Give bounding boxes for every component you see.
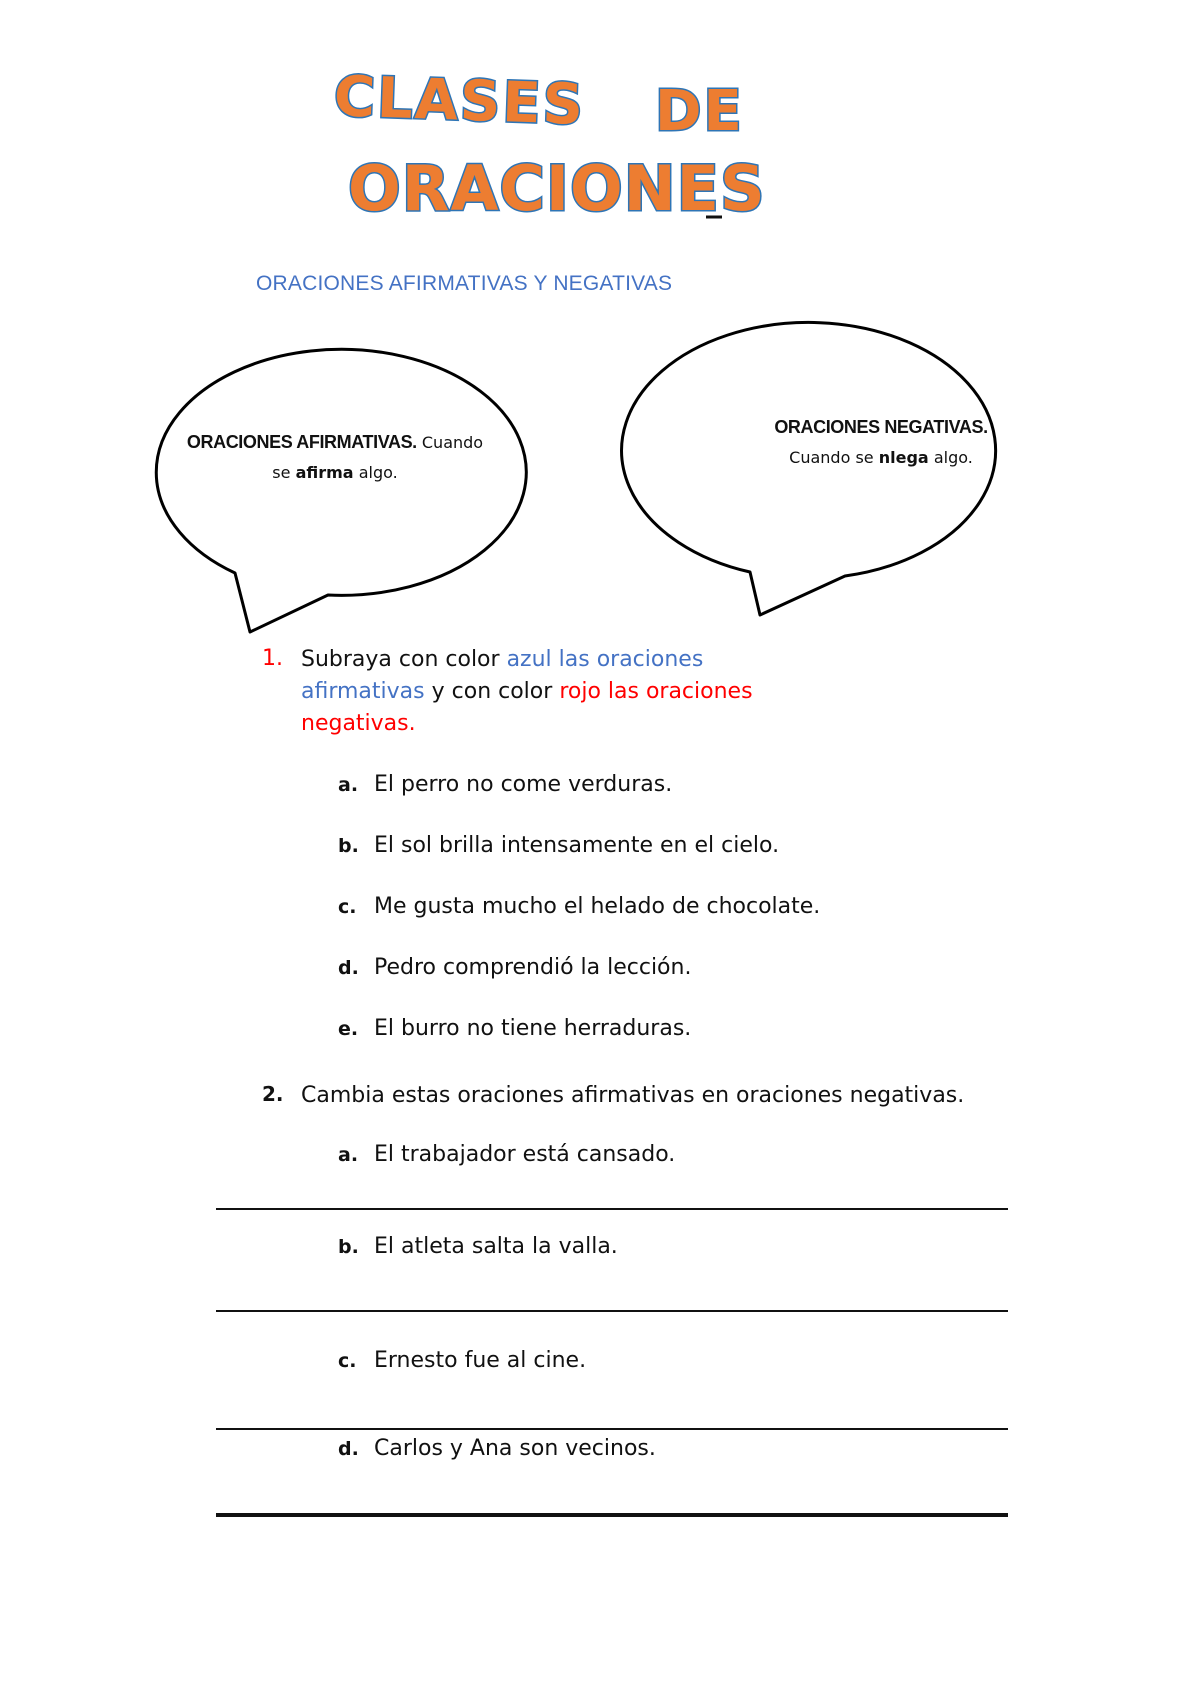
q1-text-blue: afirmativas	[301, 679, 425, 704]
q2-item-a	[338, 1142, 675, 1167]
left-bubble-heading: ORACIONES AFIRMATIVAS.	[186, 432, 417, 452]
section-subtitle: ORACIONES AFIRMATIVAS Y NEGATIVAS	[256, 272, 673, 295]
item-text: El sol brilla intensamente en el cielo.	[374, 833, 780, 858]
speech-bubbles	[0, 0, 1200, 700]
q1-item-e	[338, 1016, 691, 1041]
right-bubble-keyword: nlega	[878, 448, 929, 467]
q2-item-b	[338, 1234, 618, 1259]
item-label: b.	[338, 835, 359, 857]
item-label: a.	[338, 774, 359, 796]
q1-item-c	[338, 894, 820, 919]
item-label: e.	[338, 1018, 359, 1040]
left-bubble-text-part: algo.	[358, 463, 398, 482]
left-bubble-text-part: Cuando	[421, 433, 484, 452]
answer-line-b[interactable]	[216, 1310, 1008, 1312]
q2-item-d	[338, 1436, 656, 1461]
item-label: a.	[338, 1144, 359, 1166]
q1-text-red: negativas.	[301, 711, 416, 736]
item-text: El atleta salta la valla.	[374, 1234, 618, 1259]
item-text: Me gusta mucho el helado de chocolate.	[374, 894, 821, 919]
answer-line-d[interactable]	[216, 1513, 1008, 1517]
right-bubble-text	[716, 412, 1046, 473]
title-word-oraciones: ORACIONES	[348, 152, 766, 225]
title-word-clases: CLASES	[332, 64, 587, 138]
q1-item-d	[338, 955, 691, 980]
q1-text-blue: azul las oraciones	[506, 647, 704, 672]
answer-line-c[interactable]	[216, 1428, 1008, 1430]
item-label: d.	[338, 1438, 359, 1460]
item-text: El burro no tiene herraduras.	[374, 1016, 692, 1041]
left-speech-bubble	[156, 349, 526, 632]
item-text: Carlos y Ana son vecinos.	[374, 1436, 656, 1461]
q1-item-b	[338, 833, 779, 858]
item-label: c.	[338, 896, 357, 918]
question-2-instruction: Cambia estas oraciones afirmativas en oraciones negativas.	[301, 1083, 965, 1108]
answer-line-a[interactable]	[216, 1208, 1008, 1210]
left-bubble-text-part: se	[272, 463, 291, 482]
question-1-instruction	[301, 644, 921, 740]
right-bubble-heading: ORACIONES NEGATIVAS.	[774, 417, 988, 437]
question-2-number: 2.	[262, 1082, 284, 1106]
item-label: b.	[338, 1236, 359, 1258]
right-bubble-text-part: Cuando se	[789, 448, 874, 467]
item-text: Pedro comprendió la lección.	[374, 955, 692, 980]
q1-item-a	[338, 772, 672, 797]
q1-text-red: rojo las oraciones	[559, 679, 753, 704]
item-label: d.	[338, 957, 359, 979]
item-text: El trabajador está cansado.	[374, 1142, 676, 1167]
right-bubble-text-part: algo.	[933, 448, 973, 467]
q1-text-part: Subraya con color	[301, 647, 500, 672]
q2-item-c	[338, 1348, 586, 1373]
question-1-number: 1.	[262, 646, 283, 671]
title-word-de: DE	[655, 79, 744, 144]
q1-text-part: y con color	[431, 679, 553, 704]
item-text: Ernesto fue al cine.	[374, 1348, 587, 1373]
item-text: El perro no come verduras.	[374, 772, 673, 797]
left-bubble-keyword: afirma	[295, 463, 354, 482]
item-label: c.	[338, 1350, 357, 1372]
left-bubble-text	[150, 427, 520, 488]
